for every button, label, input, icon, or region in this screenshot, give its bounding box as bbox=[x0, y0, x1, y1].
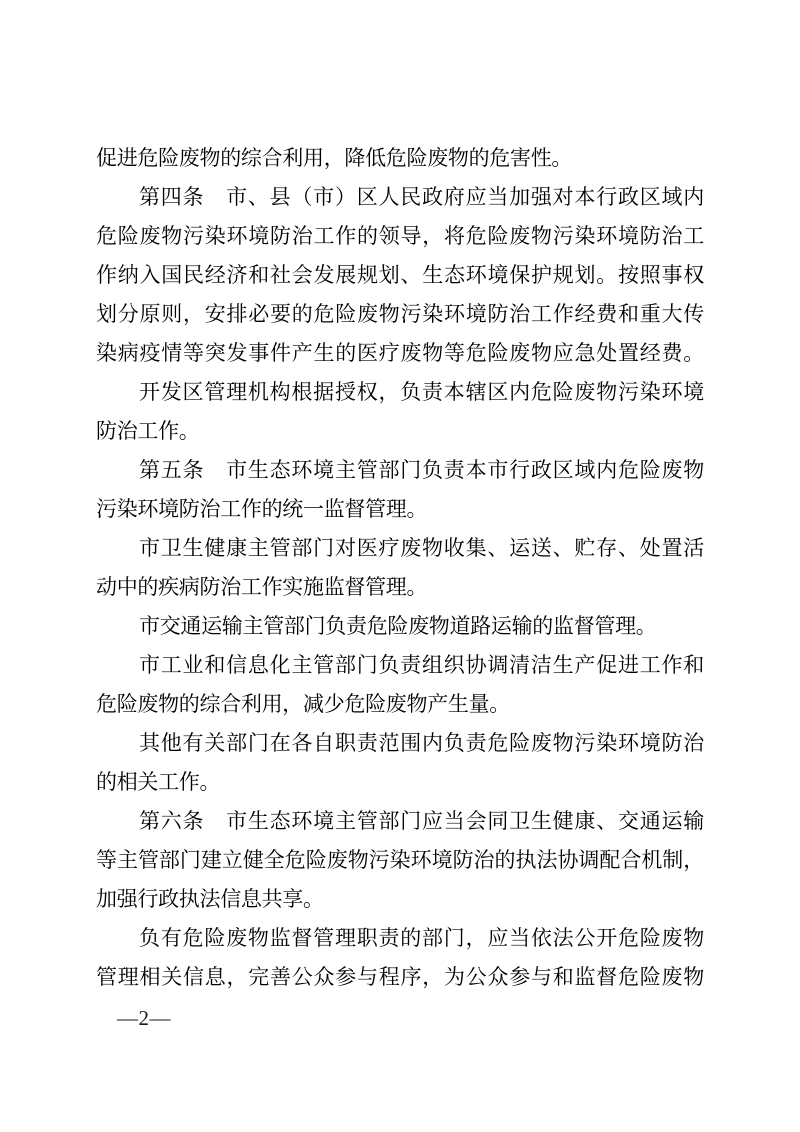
body-line: 危险废物的综合利用，减少危险废物产生量。 bbox=[96, 693, 510, 716]
body-line: 第六条 市生态环境主管部门应当会同卫生健康、交通运输 bbox=[139, 810, 704, 833]
body-line: 负有危险废物监督管理职责的部门，应当依法公开危险废物 bbox=[139, 927, 704, 950]
document-body bbox=[96, 139, 704, 997]
body-line: 作纳入国民经济和社会发展规划、生态环境保护规划。按照事权 bbox=[96, 264, 704, 287]
body-line: 开发区管理机构根据授权，负责本辖区内危险废物污染环境 bbox=[139, 381, 704, 404]
body-line: 第五条 市生态环境主管部门负责本市行政区域内危险废物 bbox=[139, 459, 704, 482]
body-line: 动中的疾病防治工作实施监督管理。 bbox=[96, 576, 428, 599]
body-line: 管理相关信息，完善公众参与程序，为公众参与和监督危险废物 bbox=[96, 966, 704, 989]
body-line: 市交通运输主管部门负责危险废物道路运输的监督管理。 bbox=[139, 615, 657, 638]
page-number: —2— bbox=[117, 1006, 171, 1030]
body-line: 危险废物污染环境防治工作的领导，将危险废物污染环境防治工 bbox=[96, 225, 704, 248]
body-line: 划分原则，安排必要的危险废物污染环境防治工作经费和重大传 bbox=[96, 303, 704, 326]
body-line: 第四条 市、县（市）区人民政府应当加强对本行政区域内 bbox=[139, 186, 704, 209]
body-line: 的相关工作。 bbox=[96, 771, 221, 794]
body-line: 防治工作。 bbox=[96, 420, 200, 443]
body-line: 促进危险废物的综合利用，降低危险废物的危害性。 bbox=[96, 147, 573, 170]
body-line: 加强行政执法信息共享。 bbox=[96, 888, 324, 911]
body-line: 污染环境防治工作的统一监督管理。 bbox=[96, 498, 428, 521]
body-line: 其他有关部门在各自职责范围内负责危险废物污染环境防治 bbox=[139, 732, 704, 755]
body-line: 市卫生健康主管部门对医疗废物收集、运送、贮存、处置活 bbox=[139, 537, 704, 560]
body-line: 染病疫情等突发事件产生的医疗废物等危险废物应急处置经费。 bbox=[96, 342, 704, 365]
body-line: 等主管部门建立健全危险废物污染环境防治的执法协调配合机制， bbox=[96, 849, 704, 872]
body-line: 市工业和信息化主管部门负责组织协调清洁生产促进工作和 bbox=[139, 654, 704, 677]
